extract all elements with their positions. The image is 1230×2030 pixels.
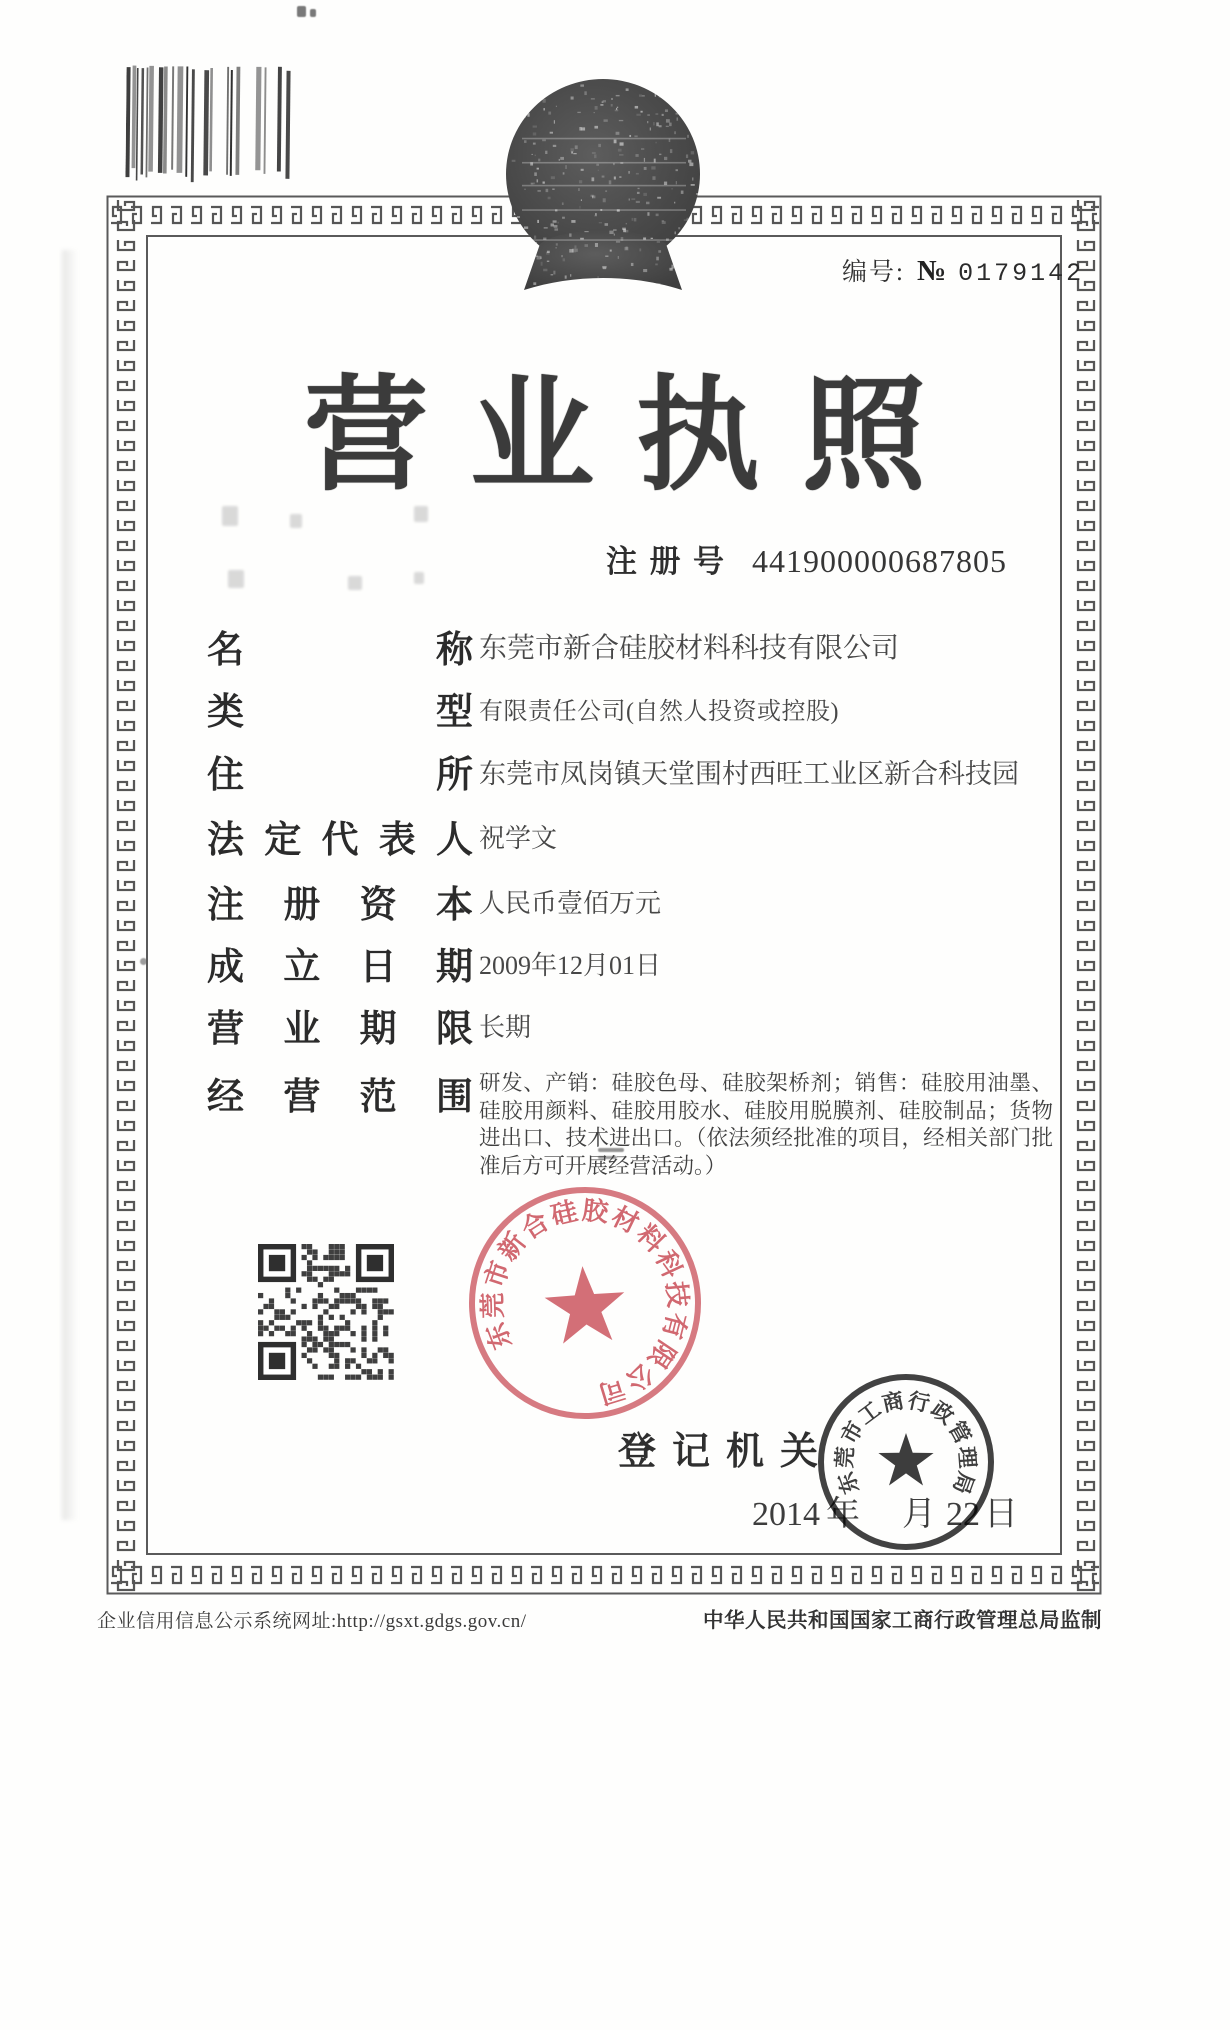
field-label: 法 定 代 表 人 [207,820,473,861]
svg-text:东: 东 [833,1468,864,1498]
date-year-unit: 年 [826,1496,860,1533]
svg-text:市: 市 [836,1417,869,1448]
field-value: 人民币壹佰万元 [479,888,662,918]
scan-artifact [297,6,306,17]
field-row-name [207,623,1087,669]
field-value: 东莞市凤岗镇天堂围村西旺工业区新合科技园 [479,758,1019,789]
field-label: 类 型 [207,692,473,733]
svg-text:料: 料 [631,1219,671,1259]
svg-text:莞: 莞 [832,1445,858,1469]
registration-number-line [606,536,1007,581]
field-row-established [207,940,1087,986]
footer-public-system-url: 企业信用信息公示系统网址:http://gsxt.gdgs.gov.cn/ [97,1611,527,1632]
field-row-legal-rep [207,813,1087,859]
field-value: 有限责任公司(自然人投资或控股) [479,698,839,725]
qr-code [258,1244,394,1380]
registrar-label: 登 记 机 关 [618,1431,818,1473]
scan-artifact [310,9,316,17]
svg-text:合: 合 [516,1206,555,1245]
serial-label: 编号: [842,259,905,286]
numero-sign: № [916,255,947,287]
national-emblem [502,76,706,304]
svg-text:行: 行 [905,1388,932,1417]
date-day: 22 [946,1496,980,1533]
star-icon [878,1433,933,1486]
field-label: 成 立 日 期 [207,947,473,988]
svg-text:理: 理 [954,1445,980,1469]
field-value: 研发、产销：硅胶色母、硅胶架桥剂；销售：硅胶用油墨、硅胶用颜料、硅胶用胶水、硅胶用脱膜剂、硅胶制品；货物进出口、技术进出口。（依法须经批准的项目，经相关部门批准后方可开展经营活动。） [479,1071,1053,1178]
svg-text:莞: 莞 [478,1291,508,1319]
field-row-capital [207,878,1087,924]
svg-text:商: 商 [880,1388,907,1417]
serial-number: 0179142 [958,259,1085,288]
field-label: 经 营 范 围 [207,1077,473,1118]
field-value: 祝学文 [479,823,558,853]
svg-text:技: 技 [660,1280,693,1309]
registration-value: 441900000687805 [752,543,1007,579]
barcode [125,63,292,187]
svg-text:新: 新 [492,1227,532,1266]
serial-number-line [842,252,1084,288]
field-value: 东莞市新合硅胶材料科技有限公司 [479,633,900,664]
field-row-address [207,748,1087,794]
date-month-unit: 月 [902,1496,936,1533]
black-registry-seal [806,1362,1006,1562]
svg-text:科: 科 [649,1246,688,1283]
svg-text:材: 材 [607,1201,644,1240]
svg-text:市: 市 [479,1257,516,1292]
svg-text:公: 公 [620,1357,659,1397]
svg-text:硅: 硅 [548,1196,581,1231]
date-day-unit: 日 [984,1496,1018,1533]
field-label: 名 称 [207,630,473,671]
field-row-type [207,685,1087,731]
license-title: 营业执照 [303,367,968,505]
svg-text:胶: 胶 [580,1195,610,1228]
svg-text:工: 工 [853,1397,886,1430]
svg-text:限: 限 [642,1335,681,1374]
svg-text:东: 东 [480,1318,518,1354]
field-value: 2009年12月01日 [479,950,662,980]
field-label: 营 业 期 限 [207,1009,473,1050]
date-year: 2014 [752,1496,820,1533]
star-icon [543,1263,628,1344]
svg-text:管: 管 [943,1417,976,1448]
svg-text:局: 局 [948,1468,979,1498]
field-row-term [207,1002,1087,1048]
field-value: 长期 [479,1012,532,1042]
field-label: 注 册 资 本 [207,885,473,926]
svg-text:有: 有 [656,1309,692,1342]
red-company-seal [441,1159,729,1447]
footer-issuing-authority: 中华人民共和国国家工商行政管理总局监制 [703,1610,1102,1632]
field-label: 住 所 [207,755,473,796]
svg-text:司: 司 [595,1373,629,1409]
svg-text:政: 政 [926,1397,959,1430]
registration-label: 注 册 号 [606,544,724,579]
